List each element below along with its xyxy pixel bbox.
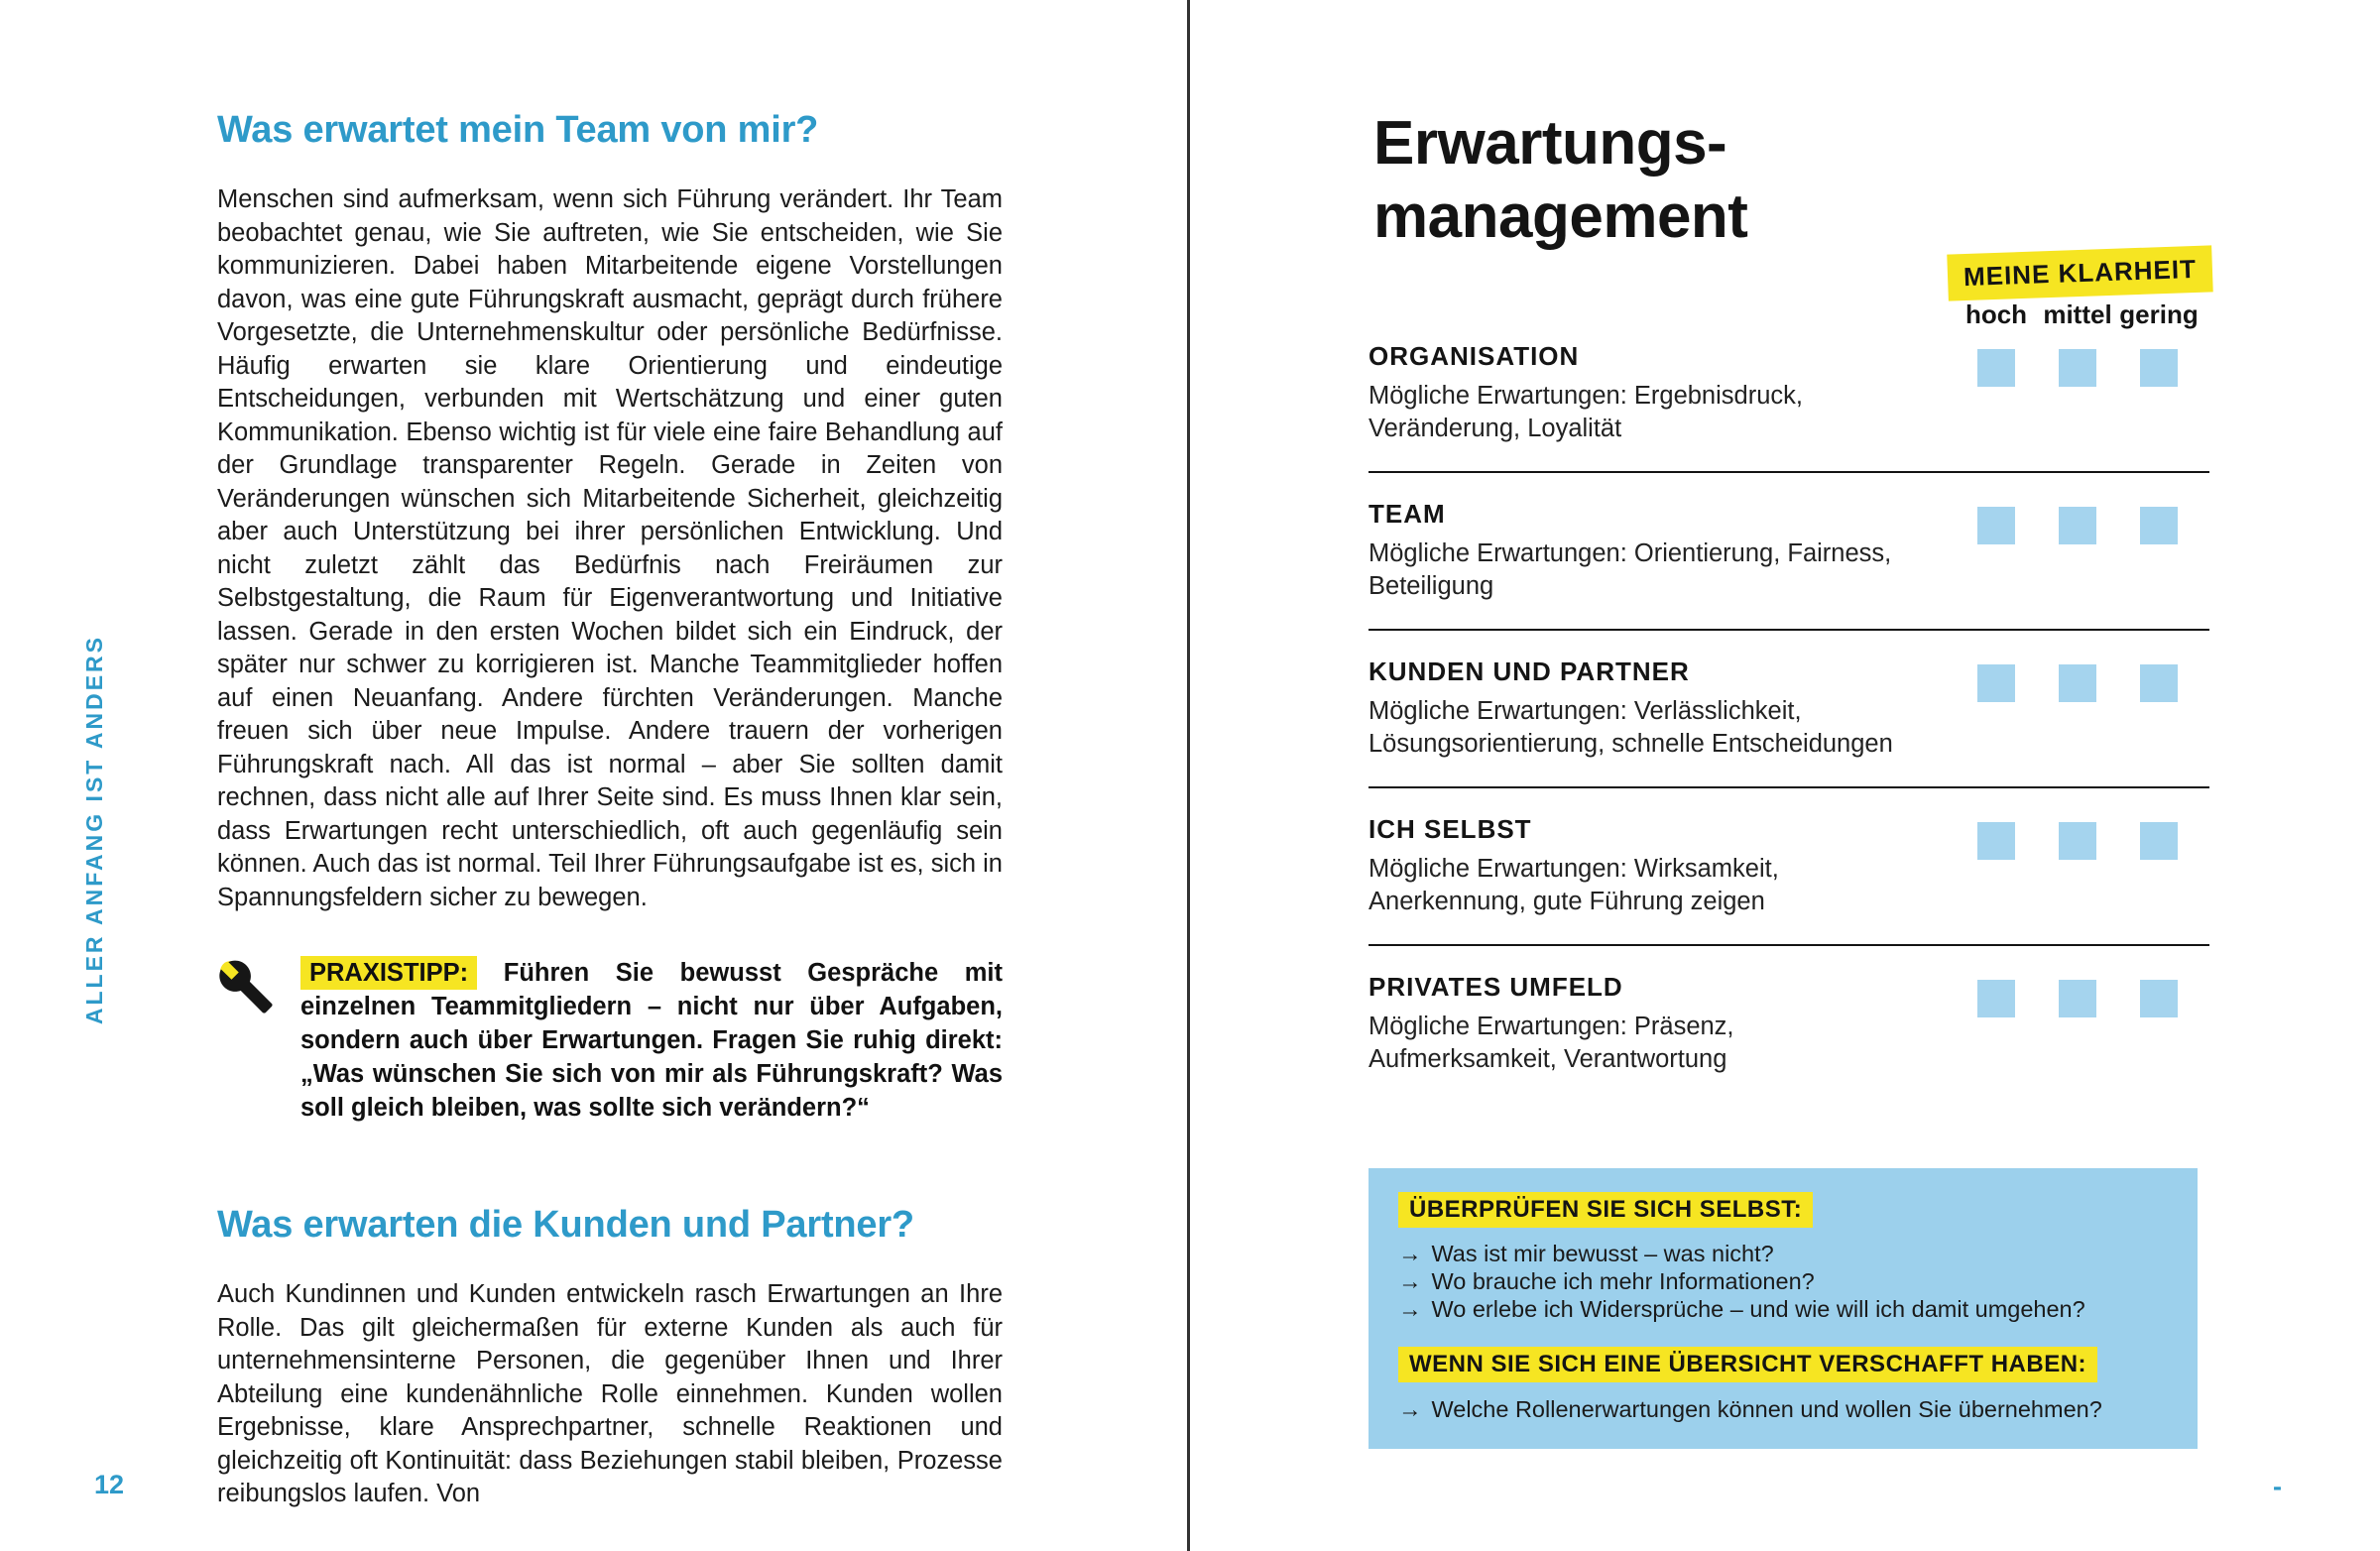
question-text: Welche Rollenerwartungen können und wollen Sie übernehmen? [1431,1396,2102,1422]
arrow-icon: → [1398,1268,1422,1294]
self-check-box [1368,1168,2198,1449]
question-text: Wo brauche ich mehr Informationen? [1431,1268,1815,1294]
wrench-icon [217,956,300,1125]
checkbox-hoch[interactable] [1977,349,2015,387]
checkbox-mittel[interactable] [2059,980,2096,1017]
klarheit-highlight-label: MEINE KLARHEIT [1947,245,2212,300]
checkbox-hoch[interactable] [1977,664,2015,702]
page-number-right: - [2273,1472,2282,1501]
praxistipp-text [300,956,1003,1125]
checklist-row-ich-selbst [1368,788,2209,946]
expectations-checklist [1368,335,2209,1102]
self-check-label: ÜBERPRÜFEN SIE SICH SELBST: [1398,1192,1813,1228]
praxistipp-label: PRAXISTIPP: [300,956,477,990]
clarity-rating [1977,822,2178,860]
section-heading-team: Was erwartet mein Team von mir? [217,109,819,151]
page-title-line1: Erwartungs- [1373,109,1727,178]
arrow-icon: → [1398,1396,1422,1422]
checkbox-mittel[interactable] [2059,664,2096,702]
checkbox-gering[interactable] [2140,349,2178,387]
praxistipp-block [217,956,1003,1125]
checkbox-mittel[interactable] [2059,349,2096,387]
body-paragraph-kunden: Auch Kundinnen und Kunden entwickeln rasch Erwartungen an Ihre Rolle. Das gilt gleichermaßen für externe Kunden als auch für unternehmensinterne Personen, die gegenüber Ihnen und Ihrer Abteilung eine kundenähnliche Rolle einnehmen. Kunden wollen Ergebnisse, klare Ansprechpartner, schnelle Reaktionen und gleichzeitig oft Kontinuität: dass Beziehungen stabil bleiben, Prozesse reibungslos laufen. Von [217,1280,1003,1507]
section-heading-kunden: Was erwarten die Kunden und Partner? [217,1204,914,1246]
checkbox-gering[interactable] [2140,822,2178,860]
row-description: Mögliche Erwartungen: Präsenz, Aufmerksamkeit, Verantwortung [1368,1013,1734,1073]
clarity-rating [1977,664,2178,702]
row-title: ORGANISATION [1368,341,1580,371]
checklist-question [1398,1296,2168,1323]
checkbox-mittel[interactable] [2059,822,2096,860]
row-title: KUNDEN UND PARTNER [1368,656,1690,686]
row-title: TEAM [1368,499,1446,529]
column-header-hoch: hoch [1964,299,2028,329]
checklist-question [1398,1396,2168,1423]
checklist-question [1398,1268,2168,1295]
praxistipp-body: Führen Sie bewusst Gespräche mit einzelnen Teammitgliedern – nicht nur über Aufgaben, sondern auch über Erwartungen. Fragen Sie ruhig direkt: „Was wünschen Sie sich von mir als Führungskraft? Was soll gleich bleiben, was sollte sich verändern?“ [300,959,1003,1122]
page-title [1373,107,1747,254]
arrow-icon: → [1398,1296,1422,1322]
checklist-row-privates-umfeld [1368,946,2209,1102]
row-title: PRIVATES UMFELD [1368,972,1623,1002]
question-text: Was ist mir bewusst – was nicht? [1431,1241,1774,1266]
column-header-gering: gering [2119,299,2199,329]
page-number-left: 12 [94,1470,125,1499]
row-description: Mögliche Erwartungen: Ergebnisdruck, Veränderung, Loyalität [1368,382,1803,442]
checkbox-gering[interactable] [2140,507,2178,544]
checkbox-mittel[interactable] [2059,507,2096,544]
checklist-row-kunden-partner [1368,631,2209,788]
checkbox-gering[interactable] [2140,980,2178,1017]
checkbox-hoch[interactable] [1977,980,2015,1017]
clarity-rating [1977,980,2178,1017]
page-title-line2: management [1373,182,1748,251]
column-header-mittel: mittel [2043,299,2112,329]
checklist-question [1398,1241,2168,1267]
row-description: Mögliche Erwartungen: Orientierung, Fairness, Beteiligung [1368,539,1892,600]
checklist-row-organisation [1368,335,2209,473]
clarity-rating [1977,507,2178,544]
body-paragraph-team: Menschen sind aufmerksam, wenn sich Führung verändert. Ihr Team beobachtet genau, wie Sie auftreten, wie Sie entscheiden, wie Sie kommunizieren. Dabei haben Mitarbeitende eigene Vorstellungen davon, was eine gute Führungskraft ausmacht, geprägt durch frühere Vorgesetzte, die Unternehmenskultur oder persönliche Bedürfnisse. Häufig erwarten sie klare Orientierung und eindeutige Entscheidungen, verbunden mit Wertschätzung und einer guten Kommunikation. Ebenso wichtig ist für viele eine faire Behandlung auf der Grundlage transparenter Regeln. Gerade in Zeiten von Veränderungen wünschen sich Mitarbeitende Sicherheit, gleichzeitig aber auch Unterstützung bei ihrer persönlichen Entwicklung. Und nicht zuletzt zählt das Bedürfnis nach Freiräumen zur Selbstgestaltung, die Raum für Eigenverantwortung und Initiative lassen. Gerade in den ersten Wochen bildet sich ein Eindruck, der später nur schwer zu korrigieren ist. Manche Teammitglieder hoffen auf einen Neuanfang. Andere fürchten Veränderungen. Manche freuen sich über neue Impulse. Andere trauern der vorherigen Führungskraft nach. All das ist normal – aber Sie sollten damit rechnen, dass nicht alle auf Ihrer Seite sind. Es muss Ihnen klar sein, dass Erwartungen recht unterschiedlich, oft auch gegenläufig sein können. Auch das ist normal. Teil Ihrer Führungsaufgabe ist es, sich in Spannungsfeldern sicher zu bewegen. [217,185,1003,911]
self-check-questions [1398,1241,2168,1323]
checklist-row-team [1368,473,2209,631]
arrow-icon: → [1398,1241,1422,1266]
overview-label: WENN SIE SICH EINE ÜBERSICHT VERSCHAFFT HABEN: [1398,1347,2097,1382]
checkbox-gering[interactable] [2140,664,2178,702]
page-gutter-divider [1187,0,1190,1551]
checkbox-hoch[interactable] [1977,822,2015,860]
checkbox-hoch[interactable] [1977,507,2015,544]
row-description: Mögliche Erwartungen: Verlässlichkeit, Lösungsorientierung, schnelle Entscheidungen [1368,697,1893,758]
left-page-content [217,109,1003,1511]
row-title: ICH SELBST [1368,814,1532,844]
clarity-rating [1977,349,2178,387]
row-description: Mögliche Erwartungen: Wirksamkeit, Anerkennung, gute Führung zeigen [1368,855,1779,915]
rating-column-headers [1368,299,2209,335]
question-text: Wo erlebe ich Widersprüche – und wie will ich damit umgehen? [1431,1296,2085,1322]
chapter-margin-label: ALLER ANFANG IST ANDERS [81,635,107,1025]
